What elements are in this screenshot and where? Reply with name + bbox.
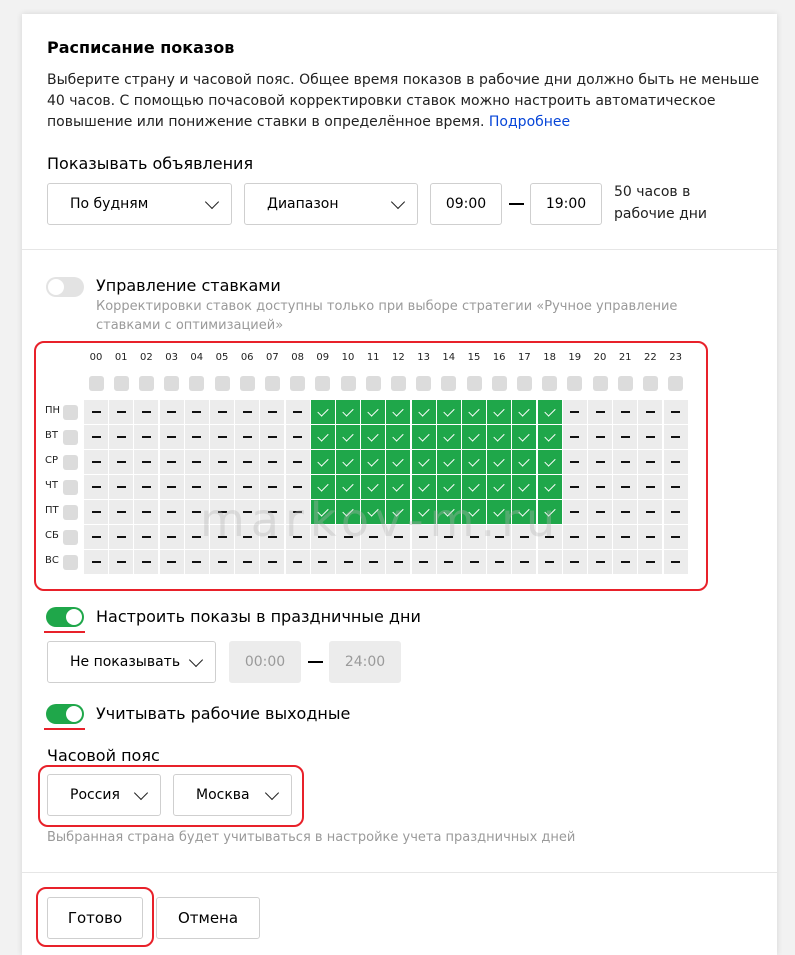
schedule-cell[interactable] — [412, 400, 436, 424]
holidays-label: Настроить показы в праздничные дни — [96, 607, 421, 626]
schedule-cell[interactable] — [260, 425, 284, 449]
timezone-hint: Выбранная страна будет учитываться в настройке учета праздничных дней — [47, 830, 576, 845]
hour-label: 16 — [492, 352, 506, 363]
day-row-checkbox[interactable] — [63, 455, 78, 470]
country-value: Россия — [70, 787, 120, 803]
schedule-cell[interactable] — [185, 550, 209, 574]
schedule-cell[interactable] — [336, 550, 360, 574]
schedule-cell[interactable] — [437, 500, 461, 524]
schedule-cell[interactable] — [260, 525, 284, 549]
schedule-cell[interactable] — [563, 425, 587, 449]
hour-label: 05 — [215, 352, 229, 363]
schedule-cell[interactable] — [437, 450, 461, 474]
schedule-cell[interactable] — [462, 550, 486, 574]
schedule-cell[interactable] — [638, 550, 662, 574]
schedule-cell[interactable] — [210, 425, 234, 449]
schedule-cell[interactable] — [235, 525, 259, 549]
schedule-cell[interactable] — [487, 550, 511, 574]
hour-column-checkbox[interactable] — [341, 376, 356, 391]
day-label: ЧТ — [45, 480, 58, 491]
hour-column-checkbox[interactable] — [643, 376, 658, 391]
schedule-cell[interactable] — [613, 550, 637, 574]
schedule-cell[interactable] — [134, 450, 158, 474]
schedule-cell[interactable] — [160, 450, 184, 474]
hour-column-checkbox[interactable] — [542, 376, 557, 391]
hour-label: 04 — [190, 352, 204, 363]
hour-label: 17 — [518, 352, 531, 363]
schedule-cell[interactable] — [638, 475, 662, 499]
schedule-cell[interactable] — [336, 425, 360, 449]
schedule-cell[interactable] — [109, 400, 133, 424]
hour-label: 14 — [442, 352, 456, 363]
schedule-cell[interactable] — [664, 475, 688, 499]
schedule-cell[interactable] — [235, 425, 259, 449]
schedule-cell[interactable] — [160, 500, 184, 524]
schedule-cell[interactable] — [286, 475, 310, 499]
schedule-cell[interactable] — [386, 425, 410, 449]
day-row-checkbox[interactable] — [63, 430, 78, 445]
hour-column-checkbox[interactable] — [240, 376, 255, 391]
chevron-down-icon — [205, 194, 219, 208]
schedule-cell[interactable] — [109, 525, 133, 549]
schedule-cell[interactable] — [361, 525, 385, 549]
schedule-cell[interactable] — [437, 425, 461, 449]
schedule-cell[interactable] — [462, 400, 486, 424]
days-select[interactable] — [47, 183, 232, 225]
schedule-cell[interactable] — [538, 425, 562, 449]
schedule-cell[interactable] — [134, 425, 158, 449]
hour-column-checkbox[interactable] — [139, 376, 154, 391]
schedule-cell[interactable] — [512, 400, 536, 424]
holidays-toggle[interactable] — [46, 607, 84, 627]
schedule-cell[interactable] — [538, 500, 562, 524]
schedule-cell[interactable] — [563, 500, 587, 524]
schedule-cell[interactable] — [386, 450, 410, 474]
hour-column-checkbox[interactable] — [290, 376, 305, 391]
day-row-checkbox[interactable] — [63, 480, 78, 495]
holidays-select[interactable] — [47, 641, 216, 683]
schedule-cell[interactable] — [638, 450, 662, 474]
schedule-cell[interactable] — [412, 550, 436, 574]
chevron-down-icon — [391, 194, 405, 208]
schedule-cell[interactable] — [210, 550, 234, 574]
schedule-cell[interactable] — [109, 550, 133, 574]
schedule-cell[interactable] — [638, 400, 662, 424]
schedule-cell[interactable] — [412, 500, 436, 524]
schedule-cell[interactable] — [487, 400, 511, 424]
schedule-cell[interactable] — [361, 400, 385, 424]
schedule-cell[interactable] — [185, 400, 209, 424]
schedule-cell[interactable] — [386, 400, 410, 424]
schedule-cell[interactable] — [311, 500, 335, 524]
schedule-cell[interactable] — [134, 525, 158, 549]
hour-column-checkbox[interactable] — [668, 376, 683, 391]
time-to-value: 19:00 — [545, 196, 587, 212]
schedule-cell[interactable] — [588, 525, 612, 549]
hour-label: 12 — [392, 352, 405, 363]
toggle-knob — [66, 706, 82, 722]
schedule-cell[interactable] — [311, 475, 335, 499]
schedule-cell[interactable] — [336, 525, 360, 549]
hour-column-checkbox[interactable] — [265, 376, 280, 391]
schedule-cell[interactable] — [311, 425, 335, 449]
schedule-cell[interactable] — [235, 550, 259, 574]
hour-label: 07 — [266, 352, 279, 363]
hour-column-checkbox[interactable] — [89, 376, 104, 391]
day-label: СР — [45, 455, 59, 466]
city-value: Москва — [196, 787, 250, 803]
schedule-cell[interactable] — [563, 450, 587, 474]
hour-column-checkbox[interactable] — [164, 376, 179, 391]
schedule-cell[interactable] — [588, 400, 612, 424]
schedule-cell[interactable] — [134, 475, 158, 499]
schedule-cell[interactable] — [260, 450, 284, 474]
schedule-cell[interactable] — [538, 525, 562, 549]
schedule-cell[interactable] — [286, 550, 310, 574]
schedule-cell[interactable] — [412, 475, 436, 499]
schedule-cell[interactable] — [512, 525, 536, 549]
schedule-cell[interactable] — [210, 500, 234, 524]
schedule-cell[interactable] — [84, 550, 108, 574]
schedule-cell[interactable] — [361, 500, 385, 524]
schedule-cell[interactable] — [109, 425, 133, 449]
hour-label: 08 — [291, 352, 304, 363]
schedule-cell[interactable] — [512, 475, 536, 499]
schedule-cell[interactable] — [613, 475, 637, 499]
range-dash — [509, 203, 524, 205]
schedule-cell[interactable] — [437, 475, 461, 499]
holiday-time-to-value: 24:00 — [344, 654, 386, 670]
schedule-cell[interactable] — [210, 400, 234, 424]
hour-label: 21 — [618, 352, 632, 363]
schedule-cell[interactable] — [664, 450, 688, 474]
mode-select-value: Диапазон — [267, 196, 339, 212]
holiday-time-from-value: 00:00 — [244, 654, 286, 670]
bid-control-label: Управление ставками — [96, 276, 281, 295]
working-weekends-toggle[interactable] — [46, 704, 84, 724]
show-ads-label: Показывать объявления — [47, 154, 254, 173]
schedule-cell[interactable] — [437, 400, 461, 424]
schedule-cell[interactable] — [412, 425, 436, 449]
schedule-cell[interactable] — [311, 525, 335, 549]
schedule-cell[interactable] — [437, 550, 461, 574]
schedule-cell[interactable] — [311, 450, 335, 474]
schedule-cell[interactable] — [538, 400, 562, 424]
schedule-cell[interactable] — [286, 425, 310, 449]
schedule-cell[interactable] — [336, 400, 360, 424]
schedule-cell[interactable] — [613, 500, 637, 524]
schedule-cell[interactable] — [84, 425, 108, 449]
divider — [22, 249, 777, 250]
schedule-cell[interactable] — [386, 550, 410, 574]
hour-label: 09 — [316, 352, 330, 363]
schedule-cell[interactable] — [437, 525, 461, 549]
schedule-cell[interactable] — [286, 400, 310, 424]
schedule-cell[interactable] — [462, 450, 486, 474]
schedule-cell[interactable] — [462, 425, 486, 449]
schedule-cell[interactable] — [160, 400, 184, 424]
mode-select[interactable] — [244, 183, 418, 225]
hour-label: 01 — [114, 352, 128, 363]
chevron-down-icon — [189, 652, 203, 666]
schedule-cell[interactable] — [336, 475, 360, 499]
schedule-cell[interactable] — [613, 400, 637, 424]
schedule-cell[interactable] — [487, 475, 511, 499]
schedule-cell[interactable] — [412, 525, 436, 549]
hour-column-checkbox[interactable] — [315, 376, 330, 391]
schedule-cell[interactable] — [638, 500, 662, 524]
schedule-cell[interactable] — [160, 550, 184, 574]
schedule-cell[interactable] — [361, 450, 385, 474]
schedule-cell[interactable] — [260, 400, 284, 424]
schedule-cell[interactable] — [613, 450, 637, 474]
hour-label: 15 — [467, 352, 481, 363]
schedule-cell[interactable] — [260, 550, 284, 574]
schedule-cell[interactable] — [336, 500, 360, 524]
schedule-cell[interactable] — [235, 400, 259, 424]
schedule-cell[interactable] — [361, 425, 385, 449]
hour-column-checkbox[interactable] — [114, 376, 129, 391]
day-row-checkbox[interactable] — [63, 505, 78, 520]
hour-label: 13 — [417, 352, 430, 363]
schedule-cell[interactable] — [84, 450, 108, 474]
schedule-cell[interactable] — [487, 525, 511, 549]
city-select[interactable] — [173, 774, 292, 816]
cancel-button-label: Отмена — [177, 909, 239, 927]
schedule-cell[interactable] — [235, 450, 259, 474]
schedule-cell[interactable] — [563, 400, 587, 424]
schedule-cell[interactable] — [638, 525, 662, 549]
schedule-cell[interactable] — [462, 525, 486, 549]
schedule-cell[interactable] — [664, 500, 688, 524]
hour-label: 03 — [165, 352, 178, 363]
hour-label: 00 — [89, 352, 103, 363]
hour-label: 20 — [593, 352, 607, 363]
days-select-value: По будням — [70, 196, 149, 212]
schedule-cell[interactable] — [613, 425, 637, 449]
hour-label: 18 — [543, 352, 556, 363]
schedule-cell[interactable] — [538, 550, 562, 574]
schedule-cell[interactable] — [286, 450, 310, 474]
schedule-cell[interactable] — [134, 400, 158, 424]
bid-control-hint: Корректировки ставок доступны только при выборе стратегии «Ручное управление ставками с оптимизацией» — [96, 299, 678, 333]
schedule-cell[interactable] — [109, 475, 133, 499]
hour-column-checkbox[interactable] — [467, 376, 482, 391]
schedule-cell[interactable] — [563, 525, 587, 549]
hour-label: 06 — [240, 352, 254, 363]
day-label: ВТ — [45, 430, 58, 441]
schedule-cell[interactable] — [588, 475, 612, 499]
schedule-cell[interactable] — [185, 500, 209, 524]
schedule-cell[interactable] — [462, 475, 486, 499]
schedule-cell[interactable] — [664, 425, 688, 449]
holiday-time-to — [329, 641, 401, 683]
schedule-cell[interactable] — [512, 425, 536, 449]
watermark: markov-m.ru — [200, 493, 562, 547]
schedule-cell[interactable] — [487, 425, 511, 449]
chevron-down-icon — [265, 785, 279, 799]
time-from-value: 09:00 — [445, 196, 487, 212]
chevron-down-icon — [134, 785, 148, 799]
hour-column-checkbox[interactable] — [366, 376, 381, 391]
schedule-cell[interactable] — [588, 550, 612, 574]
day-row-checkbox[interactable] — [63, 555, 78, 570]
hour-column-checkbox[interactable] — [416, 376, 431, 391]
hour-column-checkbox[interactable] — [391, 376, 406, 391]
schedule-cell[interactable] — [487, 500, 511, 524]
hour-column-checkbox[interactable] — [593, 376, 608, 391]
day-label: СБ — [45, 530, 59, 541]
toggle-knob — [66, 609, 82, 625]
schedule-cell[interactable] — [588, 450, 612, 474]
schedule-cell[interactable] — [109, 450, 133, 474]
schedule-cell[interactable] — [588, 425, 612, 449]
schedule-cell[interactable] — [286, 500, 310, 524]
hour-column-checkbox[interactable] — [492, 376, 507, 391]
schedule-cell[interactable] — [638, 425, 662, 449]
schedule-cell[interactable] — [563, 475, 587, 499]
hour-label: 22 — [644, 352, 657, 363]
schedule-cell[interactable] — [361, 550, 385, 574]
working-weekends-label: Учитывать рабочие выходные — [96, 704, 351, 723]
time-from-input[interactable] — [430, 183, 502, 225]
hour-column-checkbox[interactable] — [189, 376, 204, 391]
schedule-cell[interactable] — [84, 475, 108, 499]
schedule-cell[interactable] — [185, 475, 209, 499]
schedule-cell[interactable] — [235, 500, 259, 524]
schedule-cell[interactable] — [563, 550, 587, 574]
schedule-cell[interactable] — [286, 525, 310, 549]
hours-summary: 50 часов в рабочие дни — [614, 184, 708, 222]
day-row-checkbox[interactable] — [63, 530, 78, 545]
schedule-cell[interactable] — [538, 450, 562, 474]
done-button-label: Готово — [67, 909, 123, 927]
day-label: ПН — [45, 405, 61, 416]
timezone-label: Часовой пояс — [47, 746, 160, 765]
schedule-cell[interactable] — [235, 475, 259, 499]
schedule-cell[interactable] — [210, 450, 234, 474]
schedule-cell[interactable] — [361, 475, 385, 499]
hour-label: 02 — [140, 352, 153, 363]
schedule-cell[interactable] — [336, 450, 360, 474]
bid-control-toggle[interactable] — [46, 277, 84, 297]
schedule-cell[interactable] — [386, 525, 410, 549]
schedule-cell[interactable] — [512, 450, 536, 474]
hour-label: 19 — [568, 352, 582, 363]
schedule-cell[interactable] — [160, 425, 184, 449]
schedule-cell[interactable] — [134, 500, 158, 524]
schedule-cell[interactable] — [613, 525, 637, 549]
schedule-cell[interactable] — [487, 450, 511, 474]
schedule-cell[interactable] — [664, 525, 688, 549]
schedule-cell[interactable] — [210, 525, 234, 549]
time-to-input[interactable] — [530, 183, 602, 225]
page-title: Расписание показов — [47, 38, 235, 57]
schedule-cell[interactable] — [412, 450, 436, 474]
schedule-cell[interactable] — [311, 400, 335, 424]
schedule-cell[interactable] — [210, 475, 234, 499]
country-select[interactable] — [47, 774, 161, 816]
day-row-checkbox[interactable] — [63, 405, 78, 420]
range-dash — [308, 661, 323, 663]
hour-column-checkbox[interactable] — [517, 376, 532, 391]
schedule-cell[interactable] — [185, 450, 209, 474]
holidays-underline — [44, 631, 85, 633]
schedule-cell[interactable] — [160, 475, 184, 499]
schedule-cell[interactable] — [185, 525, 209, 549]
done-button[interactable] — [47, 897, 143, 939]
schedule-cell[interactable] — [538, 475, 562, 499]
schedule-cell[interactable] — [462, 500, 486, 524]
description — [47, 70, 767, 133]
hour-label: 11 — [366, 352, 380, 363]
schedule-cell[interactable] — [84, 525, 108, 549]
schedule-cell[interactable] — [260, 475, 284, 499]
schedule-cell[interactable] — [664, 550, 688, 574]
more-link[interactable]: Подробнее — [488, 114, 571, 130]
weekends-underline — [44, 728, 85, 730]
schedule-cell[interactable] — [160, 525, 184, 549]
day-label: ВС — [45, 555, 59, 566]
schedule-cell[interactable] — [134, 550, 158, 574]
holidays-select-value: Не показывать — [70, 654, 181, 670]
schedule-cell[interactable] — [84, 500, 108, 524]
holiday-time-from — [229, 641, 301, 683]
divider — [22, 872, 777, 873]
hour-label: 23 — [669, 352, 682, 363]
hour-column-checkbox[interactable] — [215, 376, 230, 391]
schedule-cell[interactable] — [386, 475, 410, 499]
schedule-cell[interactable] — [311, 550, 335, 574]
schedule-cell[interactable] — [185, 425, 209, 449]
day-label: ПТ — [45, 505, 59, 516]
schedule-cell[interactable] — [84, 400, 108, 424]
schedule-cell[interactable] — [512, 550, 536, 574]
hour-column-checkbox[interactable] — [567, 376, 582, 391]
cancel-button[interactable] — [156, 897, 260, 939]
hour-column-checkbox[interactable] — [441, 376, 456, 391]
hour-column-checkbox[interactable] — [618, 376, 633, 391]
schedule-cell[interactable] — [588, 500, 612, 524]
schedule-cell[interactable] — [664, 400, 688, 424]
toggle-knob — [48, 279, 64, 295]
hour-label: 10 — [341, 352, 355, 363]
description-text: Выберите страну и часовой пояс. Общее время показов в рабочие дни должно быть не меньше 40 часов. С помощью почасовой корректировки ставок можно настроить автоматическое повышение или понижение ставки в определённое время. — [47, 72, 760, 130]
schedule-cell[interactable] — [109, 500, 133, 524]
schedule-cell[interactable] — [386, 500, 410, 524]
schedule-cell[interactable] — [512, 500, 536, 524]
schedule-cell[interactable] — [260, 500, 284, 524]
